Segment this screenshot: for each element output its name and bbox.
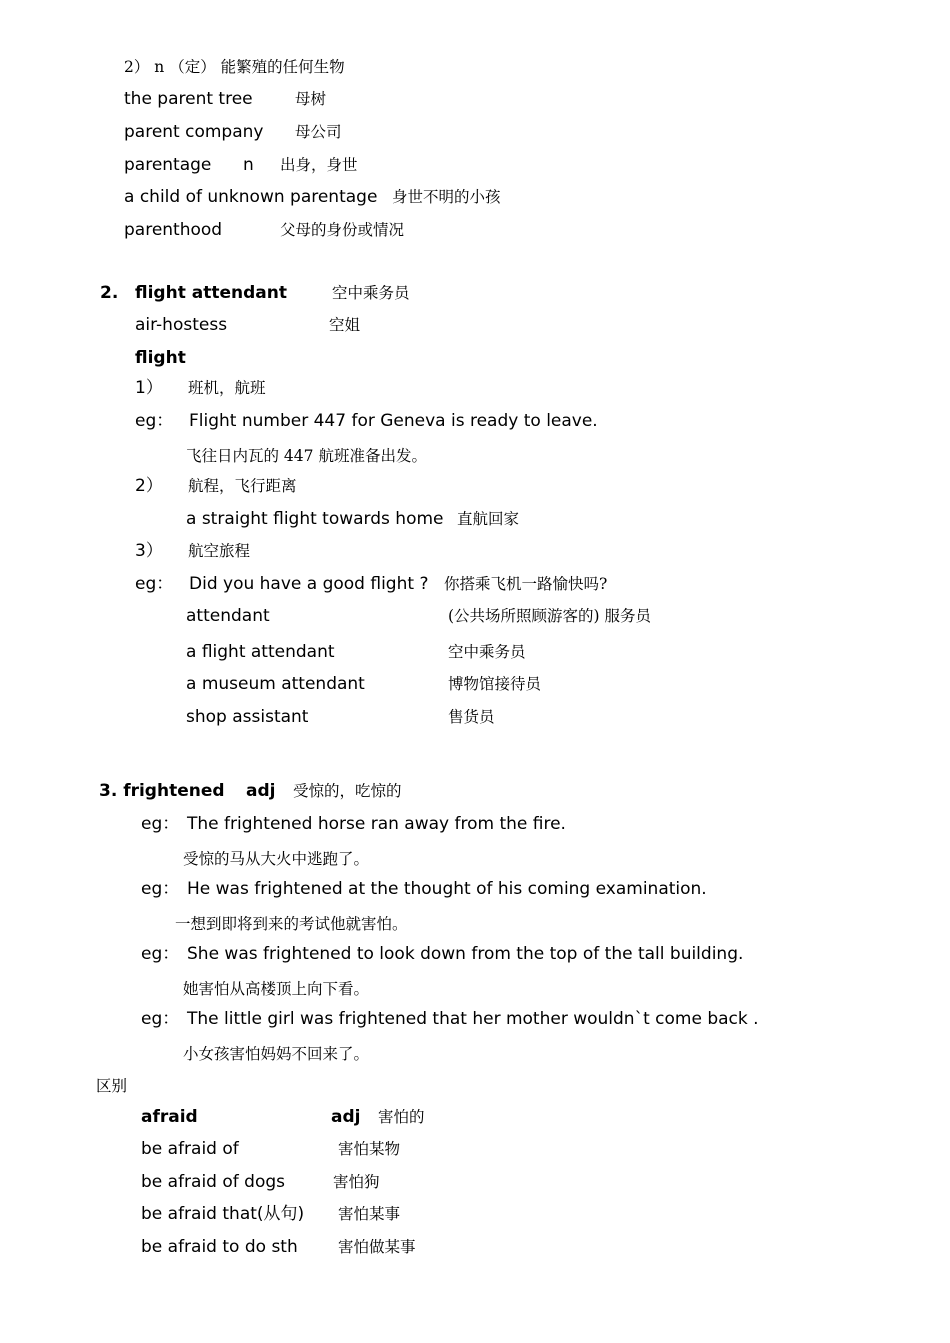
eg-label: eg： [135,411,174,431]
sense-number: 2） [135,476,163,496]
eg-label: eg： [141,879,180,899]
phrase-zh: 空中乘务员 [448,643,526,661]
part-of-speech: n [243,155,254,175]
example-zh: 一想到即将到来的考试他就害怕。 [175,915,408,933]
phrase-en: shop assistant [186,707,309,727]
section-heading-zh: 空中乘务员 [332,284,410,302]
phrase-zh: 害怕某物 [338,1140,401,1158]
phrase-zh: 出身，身世 [280,156,358,174]
phrase-en: parenthood [124,220,223,240]
section-heading: 3. frightened [99,781,225,801]
sense-number: 1） [135,378,163,398]
eg-label: eg： [141,1009,180,1029]
example-en: He was frightened at the thought of his coming examination. [187,879,707,899]
phrase-en: the parent tree [124,89,253,109]
part-of-speech: adj [246,781,276,801]
phrase-en: be afraid to do sth [141,1237,298,1257]
example-zh: 你搭乘飞机一路愉快吗? [444,575,608,593]
phrase-zh: 害怕做某事 [338,1238,416,1256]
phrase-en: a flight attendant [186,642,335,662]
phrase-zh: 母树 [295,90,327,108]
parent-sense-2: 2） n （定） 能繁殖的任何生物 [124,58,345,76]
sense-number: 3） [135,541,163,561]
phrase-en: be afraid of dogs [141,1172,286,1192]
phrase-en: be afraid of [141,1139,239,1159]
sense-text: 班机，航班 [188,379,266,397]
section-heading-zh: 受惊的，吃惊的 [293,782,402,800]
phrase-zh: 博物馆接待员 [448,675,542,693]
word-heading: afraid [141,1107,198,1127]
phrase-en: a museum attendant [186,674,365,694]
phrase-en: parentage [124,155,212,175]
phrase-zh: 害怕狗 [333,1173,380,1191]
example-en: The little girl was frightened that her mother wouldn`t come back . [187,1009,759,1029]
phrase-en: a straight flight towards home [186,509,444,529]
section-heading: flight attendant [135,283,287,303]
example-zh: 飞往日内瓦的 447 航班准备出发。 [186,447,427,465]
example-zh: 受惊的马从大火中逃跑了。 [183,850,370,868]
part-of-speech: adj [331,1107,361,1127]
phrase-zh: 身世不明的小孩 [392,188,501,206]
sense-text: 航程，飞行距离 [188,477,297,495]
sense-text: 航空旅程 [188,542,251,560]
example-en: She was frightened to look down from the top of the tall building. [187,944,744,964]
eg-label: eg： [141,814,180,834]
example-en: Did you have a good flight ? [189,574,429,594]
eg-label: eg： [135,574,174,594]
word-meaning: 害怕的 [378,1108,425,1126]
phrase-zh: (公共场所照顾游客的) 服务员 [448,607,652,625]
example-en: The frightened horse ran away from the fire. [187,814,566,834]
example-zh: 小女孩害怕妈妈不回来了。 [183,1045,370,1063]
phrase-en: be afraid that(从句) [141,1204,305,1224]
phrase-zh: 母公司 [295,123,342,141]
distinction-label: 区别 [96,1077,128,1095]
phrase-zh: 空姐 [329,316,361,334]
phrase-en: attendant [186,606,270,626]
phrase-en: a child of unknown parentage [124,187,378,207]
phrase-zh: 害怕某事 [338,1205,401,1223]
phrase-zh: 直航回家 [457,510,520,528]
phrase-en: air-hostess [135,315,228,335]
phrase-zh: 售货员 [448,708,495,726]
subheading: flight [135,348,186,368]
example-zh: 她害怕从高楼顶上向下看。 [183,980,370,998]
example-en: Flight number 447 for Geneva is ready to leave. [189,411,598,431]
phrase-zh: 父母的身份或情况 [280,221,405,239]
phrase-en: parent company [124,122,264,142]
eg-label: eg： [141,944,180,964]
section-number: 2. [100,283,119,303]
